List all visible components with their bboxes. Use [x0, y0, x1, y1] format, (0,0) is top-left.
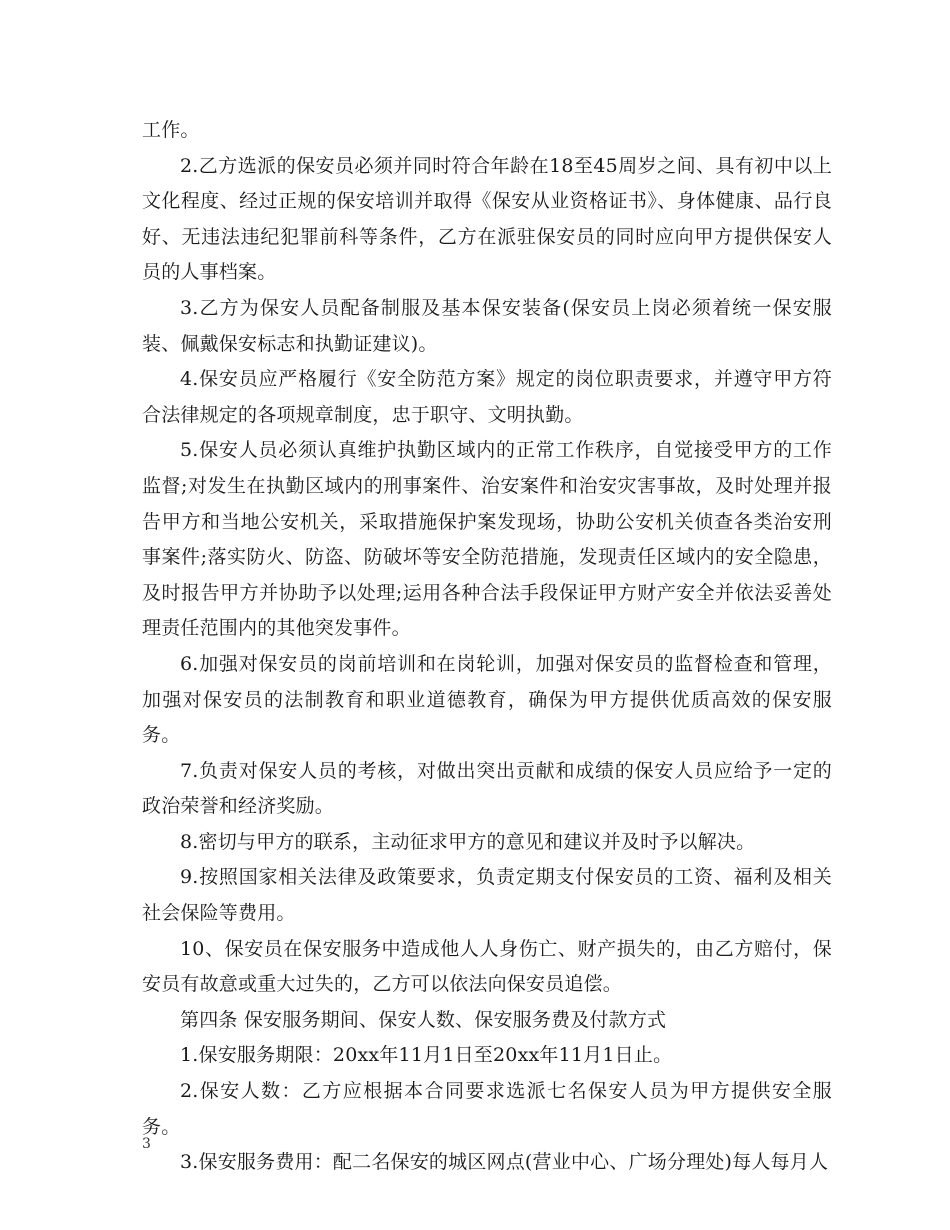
paragraph-guard-count: 2.保安人数：乙方应根据本合同要求选派七名保安人员为甲方提供安全服务。	[142, 1080, 832, 1138]
paragraph-service-fee: 3.保安服务费用：配二名保安的城区网点(营业中心、广场分理处)每人每月人	[180, 1151, 829, 1174]
paragraph-5: 5.保安人员必须认真维护执勤区域内的正常工作秩序，自觉接受甲方的工作监督;对发生在执勤区域内的刑事案件、治安案件和治安灾害事故，及时处理并报告甲方和当地公安机关，采取措施保护案发现场，协助公安机关侦查各类治安刑事案件;落实防火、防盗、防破坏等安全防范措施，发现责任区域内的安全隐患，及时报告甲方并协助予以处理;运用各种合法手段保证甲方财产安全并依法妥善处理责任范围内的其他突发事件。	[142, 439, 832, 640]
paragraph-3: 3.乙方为保安人员配备制服及基本保安装备(保安员上岗必须着统一保安服装、佩戴保安标志和执勤证建议)。	[142, 296, 832, 355]
paragraph-10: 10、保安员在保安服务中造成他人人身伤亡、财产损失的，由乙方赔付，保安员有故意或重大过失的，乙方可以依法向保安员追偿。	[142, 937, 832, 996]
paragraph-8: 8.密切与甲方的联系，主动征求甲方的意见和建议并及时予以解决。	[180, 830, 756, 853]
paragraph-7: 7.负责对保安人员的考核，对做出突出贡献和成绩的保安人员应给予一定的政治荣誉和经济奖励。	[142, 759, 832, 818]
paragraph-9: 9.按照国家相关法律及政策要求，负责定期支付保安员的工资、福利及相关社会保险等费用。	[142, 866, 832, 925]
paragraph-2: 2.乙方选派的保安员必须并同时符合年龄在18至45周岁之间、具有初中以上文化程度、经过正规的保安培训并取得《保安从业资格证书》、身体健康、品行良好、无违法违纪犯罪前科等条件，乙方在派驻保安员的同时应向甲方提供保安人员的人事档案。	[142, 154, 832, 284]
document-body	[142, 113, 832, 1181]
paragraph-1: 工作。	[142, 119, 200, 141]
paragraph-6: 6.加强对保安员的岗前培训和在岗轮训，加强对保安员的监督检查和管理，加强对保安员的法制教育和职业道德教育，确保为甲方提供优质高效的保安服务。	[142, 652, 832, 747]
paragraph-4: 4.保安员应严格履行《安全防范方案》规定的岗位职责要求，并遵守甲方符合法律规定的各项规章制度，忠于职守、文明执勤。	[142, 368, 832, 426]
paragraph-service-term: 1.保安服务期限：20xx年11月1日至20xx年11月1日止。	[180, 1044, 673, 1067]
page-number: 3	[142, 1136, 151, 1152]
section-heading-article-4: 第四条 保安服务期间、保安人数、保安服务费及付款方式	[180, 1008, 667, 1031]
